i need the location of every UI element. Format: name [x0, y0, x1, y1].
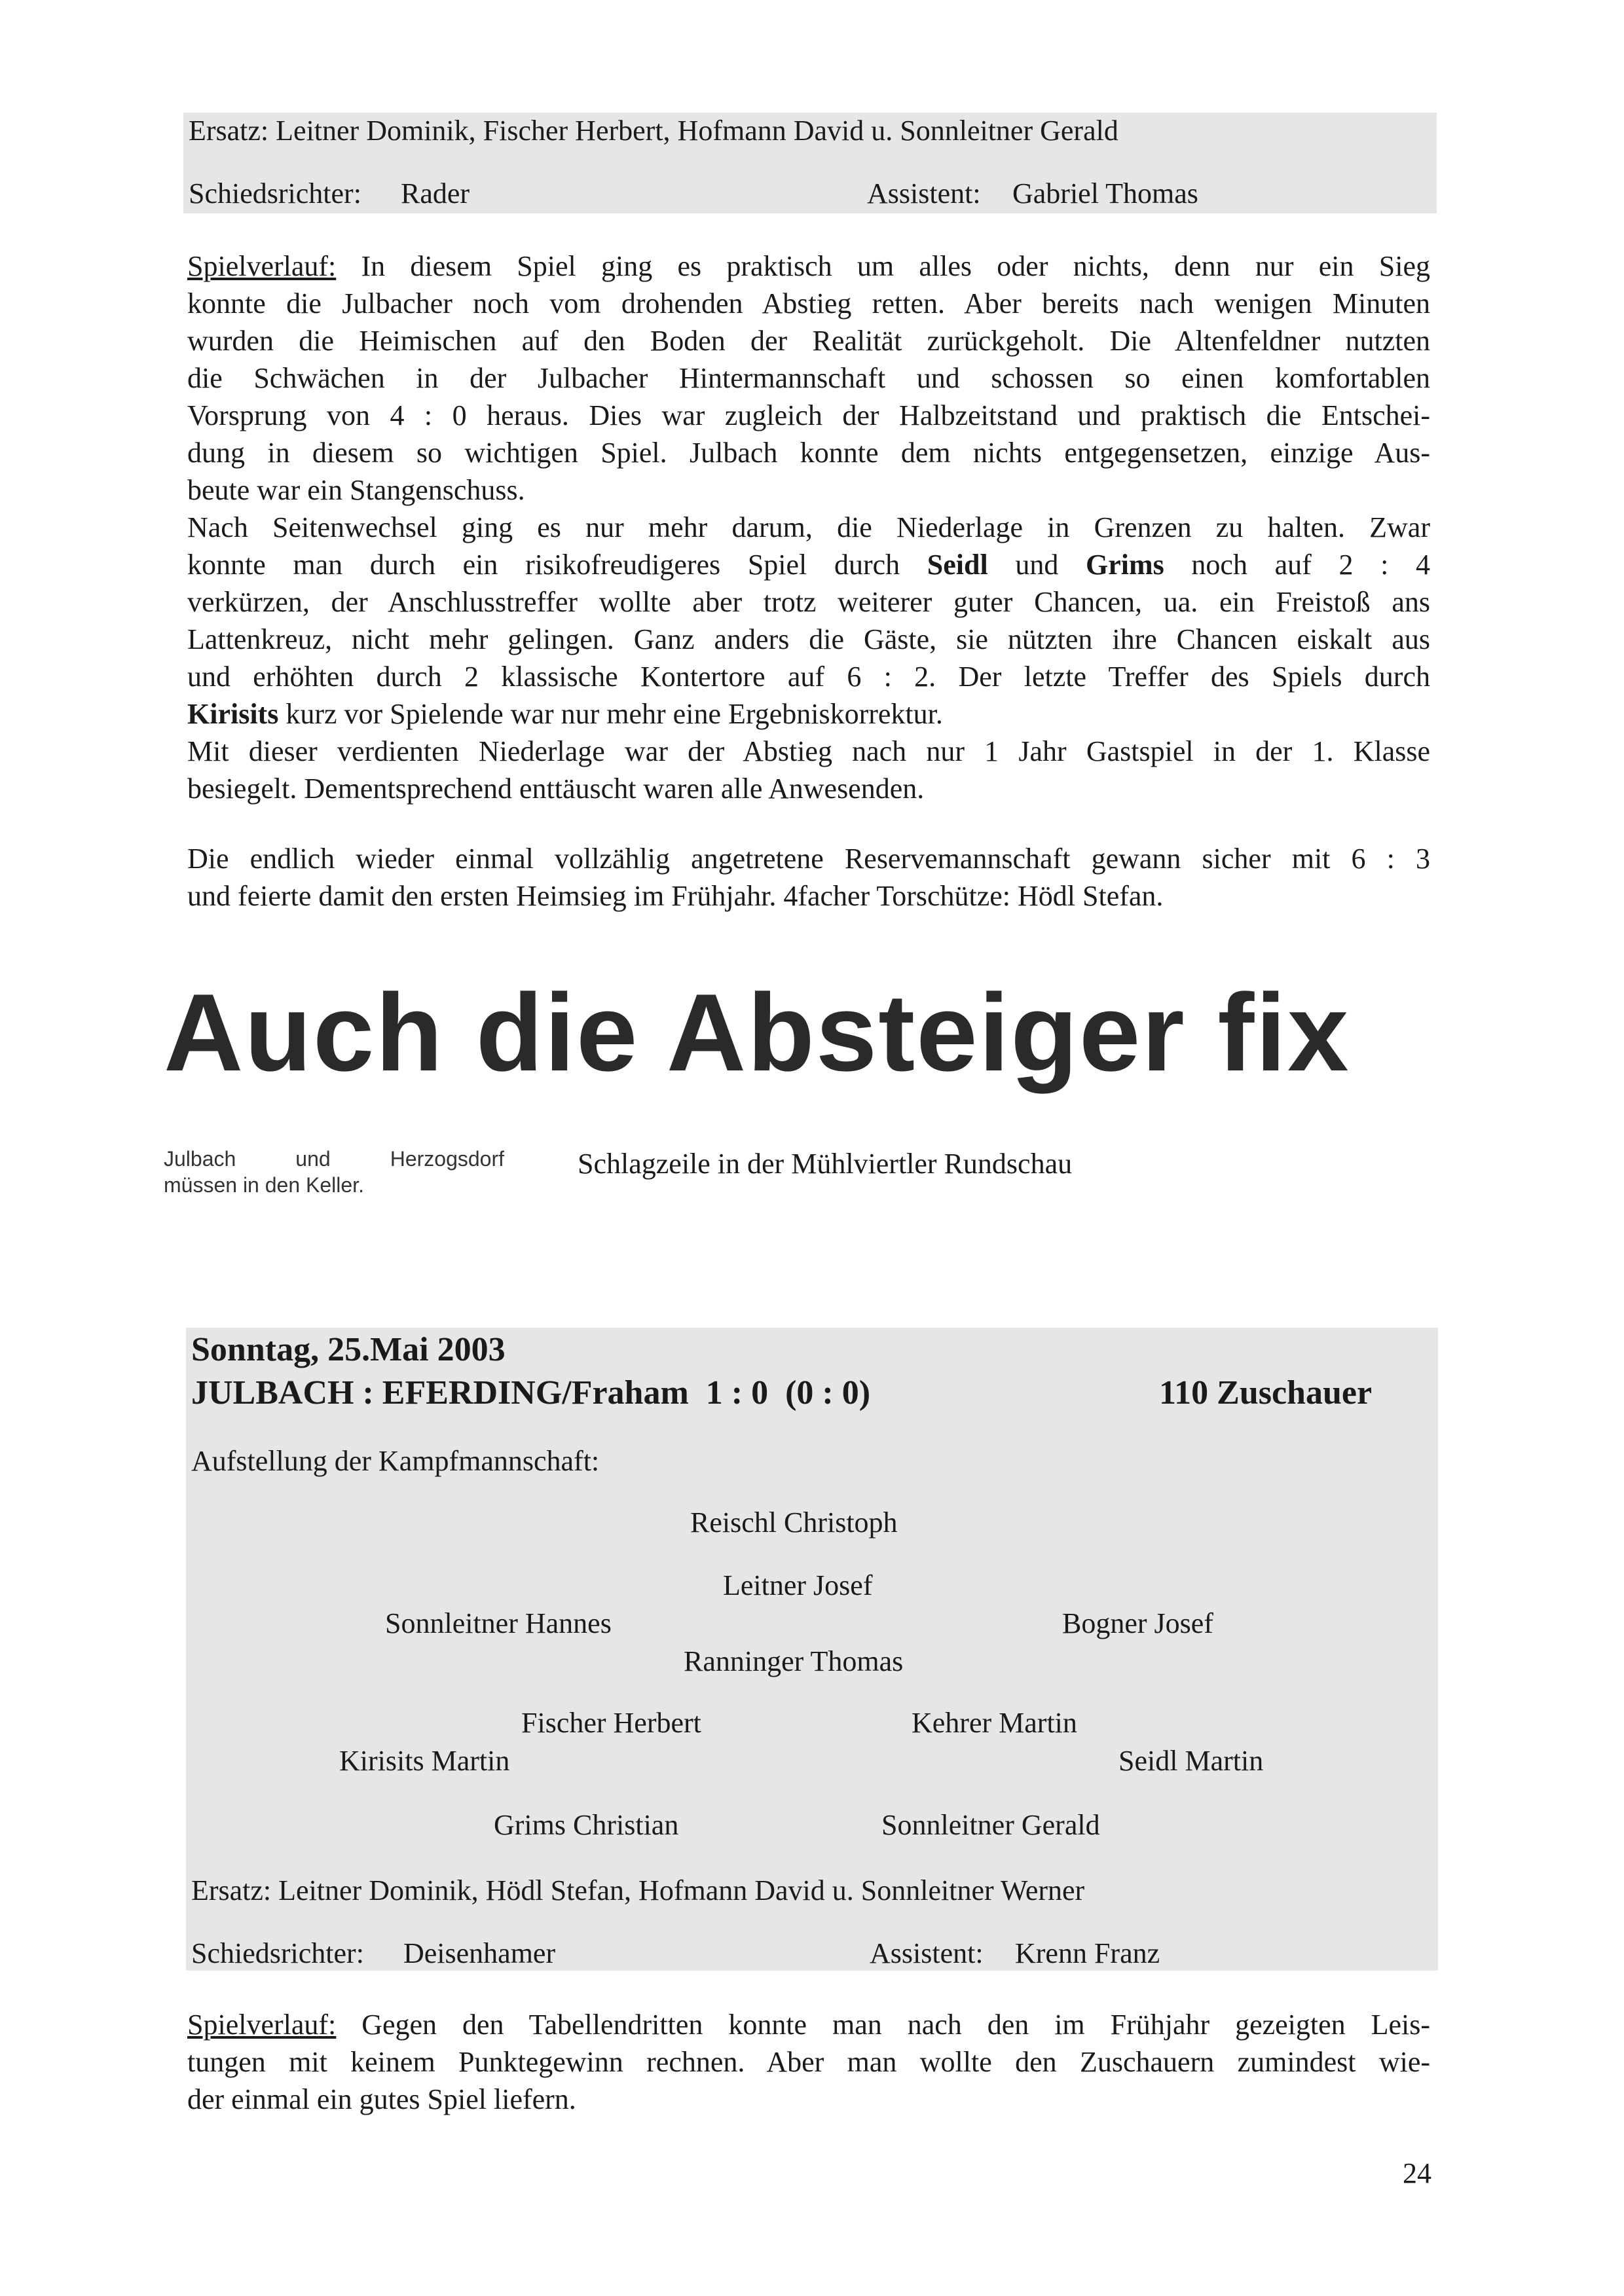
report-text: In diesem Spiel ging es praktisch um alles oder nichts, denn nur ein Sieg	[336, 250, 1430, 282]
lineup-label: Aufstellung der Kampfmannschaft:	[191, 1445, 600, 1477]
player-forward-right: Sonnleitner Gerald	[881, 1809, 1100, 1841]
report-line: Die endlich wieder einmal vollzählig angetretene Reservemannschaft gewann sicher mit 6 : 3	[187, 843, 1430, 875]
prev-assistant-label: Assistent:	[867, 177, 981, 210]
match-date: Sonntag, 25.Mai 2003	[191, 1331, 506, 1368]
player-mid-left: Fischer Herbert	[521, 1707, 701, 1739]
match-assistant: Krenn Franz	[1015, 1937, 1160, 1969]
report-text: Gegen den Tabellendritten konnte man nach den im Frühjahr gezeigten Leis-	[336, 2009, 1430, 2041]
report-line: Lattenkreuz, nicht mehr gelingen. Ganz anders die Gäste, sie nützten ihre Chancen eiskalt aus	[187, 623, 1430, 655]
report-line	[187, 2006, 1430, 2043]
report-line: tungen mit keinem Punktegewinn rechnen. Aber man wollte den Zuschauern zumindest wie-	[187, 2046, 1430, 2078]
match-assistant-label: Assistent:	[870, 1937, 984, 1969]
report-line: wurden die Heimischen auf den Boden der Realität zurückgeholt. Die Altenfeldner nutzten	[187, 325, 1430, 357]
report-line: besiegelt. Dementsprechend enttäuscht waren alle Anwesenden.	[187, 773, 925, 805]
report-line: die Schwächen in der Julbacher Hintermannschaft und schossen so einen komfortablen	[187, 362, 1430, 394]
player-name-seidl: Seidl	[927, 549, 988, 581]
player-goalkeeper: Reischl Christoph	[690, 1506, 898, 1539]
report-text: konnte man durch ein risikofreudigeres Spiel durch	[187, 549, 927, 581]
report-line	[187, 695, 1430, 733]
match-fixture: JULBACH : EFERDING/Fraham 1 : 0 (0 : 0)	[191, 1374, 871, 1412]
report-line: und feierte damit den ersten Heimsieg im Frühjahr. 4facher Torschütze: Hödl Stefan.	[187, 880, 1164, 912]
report-text: und	[987, 549, 1086, 581]
report-line: Vorsprung von 4 : 0 heraus. Dies war zugleich der Halbzeitstand und praktisch die Entschei-	[187, 399, 1430, 431]
report-line: und erhöhten durch 2 klassische Kontertore auf 6 : 2. Der letzte Treffer des Spiels durch	[187, 661, 1430, 693]
prev-report-label: Spielverlauf:	[187, 250, 337, 282]
prev-referee: Rader	[401, 177, 470, 210]
player-forward-left: Grims Christian	[494, 1809, 679, 1841]
clipping-headline: Auch die Absteiger fix	[164, 971, 1350, 1094]
page-number: 24	[1403, 2157, 1431, 2189]
match-spectators: 110 Zuschauer	[1159, 1374, 1373, 1412]
report-line: verkürzen, der Anschlusstreffer wollte aber trotz weiterer guter Chancen, ua. ein Freistoß ans	[187, 586, 1430, 618]
clipping-subline-2: müssen in den Keller.	[164, 1173, 364, 1197]
report-line: beute war ein Stangenschuss.	[187, 474, 525, 506]
player-wing-right: Seidl Martin	[1118, 1745, 1264, 1777]
report-text: kurz vor Spielende war nur mehr eine Ergebniskorrektur.	[278, 698, 943, 730]
player-libero: Leitner Josef	[723, 1569, 873, 1601]
match-referee: Deisenhamer	[403, 1937, 556, 1969]
report-line: Nach Seitenwechsel ging es nur mehr darum, die Niederlage in Grenzen zu halten. Zwar	[187, 511, 1430, 543]
prev-referee-label: Schiedsrichter:	[189, 177, 361, 210]
clipping-subline	[164, 1146, 504, 1198]
prev-assistant: Gabriel Thomas	[1012, 177, 1198, 210]
player-right-back: Bogner Josef	[1062, 1607, 1213, 1639]
report-line: der einmal ein gutes Spiel liefern.	[187, 2083, 576, 2115]
report-text: noch auf 2 : 4	[1164, 549, 1430, 581]
player-wing-left: Kirisits Martin	[339, 1745, 510, 1777]
player-mid-right: Kehrer Martin	[912, 1707, 1077, 1739]
report-line: dung in diesem so wichtigen Spiel. Julbach konnte dem nichts entgegensetzen, einzige Aus-	[187, 437, 1430, 469]
match-ersatz: Ersatz: Leitner Dominik, Hödl Stefan, Hofmann David u. Sonnleitner Werner	[191, 1874, 1085, 1906]
match-referee-label: Schiedsrichter:	[191, 1937, 364, 1969]
player-name-grims: Grims	[1086, 549, 1164, 581]
prev-ersatz: Ersatz: Leitner Dominik, Fischer Herbert, Hofmann David u. Sonnleitner Gerald	[189, 115, 1118, 147]
clipping-subline-1: Julbach und Herzogsdorf	[164, 1147, 504, 1171]
player-name-kirisits: Kirisits	[187, 698, 279, 730]
report-line: konnte die Julbacher noch vom drohenden Abstieg retten. Aber bereits nach wenigen Minuten	[187, 287, 1430, 319]
report-line	[187, 247, 1430, 285]
player-stopper: Ranninger Thomas	[684, 1645, 904, 1677]
report-line: Mit dieser verdienten Niederlage war der Abstieg nach nur 1 Jahr Gastspiel in der 1. Klasse	[187, 735, 1430, 767]
match-report-label: Spielverlauf:	[187, 2009, 337, 2041]
report-line	[187, 546, 1430, 583]
player-left-back: Sonnleitner Hannes	[385, 1607, 612, 1639]
clipping-caption: Schlagzeile in der Mühlviertler Rundschau	[578, 1148, 1073, 1180]
